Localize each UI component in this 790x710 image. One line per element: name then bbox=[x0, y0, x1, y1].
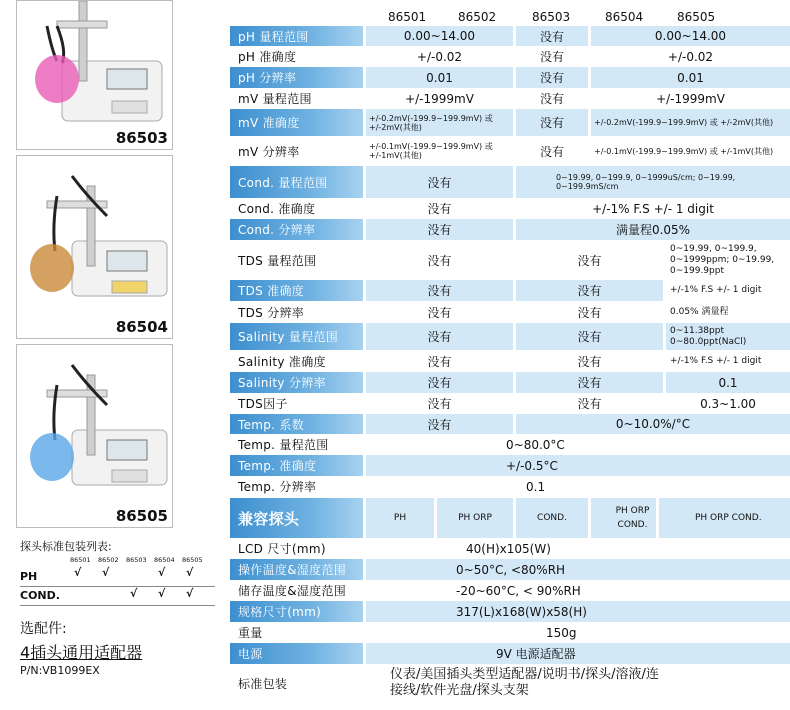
row-label: 操作温度&湿度范围 bbox=[230, 559, 363, 580]
table-row bbox=[230, 498, 790, 538]
table-cell: 0.01 bbox=[591, 67, 790, 88]
table-cell: 没有 bbox=[366, 414, 513, 434]
accessory-title: 选配件: bbox=[20, 621, 67, 637]
table-row bbox=[230, 46, 790, 67]
table-cell: -20~60°C, < 90%RH bbox=[456, 583, 581, 598]
spec-table bbox=[230, 26, 790, 702]
table-cell: 没有 bbox=[516, 67, 588, 88]
check-mark: √ bbox=[186, 566, 194, 579]
table-cell: 没有 bbox=[366, 372, 513, 393]
row-label: Cond. 准确度 bbox=[238, 202, 316, 216]
table-row bbox=[230, 109, 790, 136]
table-cell: 没有 bbox=[366, 323, 513, 350]
table-cell: 没有 bbox=[427, 202, 452, 216]
table-row bbox=[230, 350, 790, 372]
table-cell: PH ORP COND. bbox=[659, 498, 790, 538]
table-cell: 0~11.38ppt 0~80.0ppt(NaCl) bbox=[666, 323, 790, 350]
row-label: 兼容探头 bbox=[230, 498, 363, 538]
table-cell: 没有 bbox=[516, 323, 663, 350]
probe-row bbox=[20, 568, 215, 587]
meter-illustration bbox=[17, 1, 172, 149]
table-row bbox=[230, 198, 790, 219]
table-cell: 0.1 bbox=[526, 479, 546, 494]
row-label: 规格尺寸(mm) bbox=[230, 601, 363, 622]
table-row bbox=[230, 67, 790, 88]
row-label: 储存温度&湿度范围 bbox=[238, 584, 347, 598]
table-cell: 没有 bbox=[577, 397, 602, 411]
probe-header: 86505 bbox=[182, 556, 203, 564]
table-row bbox=[230, 323, 790, 350]
table-row bbox=[230, 455, 790, 476]
table-cell: 0~80.0°C bbox=[506, 437, 565, 452]
table-cell: 仪表/美国插头类型适配器/说明书/探头/溶液/连接线/软件光盘/探头支架 bbox=[390, 667, 659, 698]
table-cell: 没有 bbox=[539, 50, 564, 64]
table-cell: 没有 bbox=[577, 305, 602, 320]
table-cell: 0.1 bbox=[666, 372, 790, 393]
check-mark: √ bbox=[186, 587, 194, 600]
table-cell: +/-0.2mV(-199.9~199.9mV) 或 +/-2mV(其他) bbox=[591, 109, 790, 136]
row-label: TDS 量程范围 bbox=[238, 253, 317, 268]
table-row bbox=[230, 414, 790, 434]
accessory-section bbox=[20, 618, 142, 677]
table-row bbox=[230, 434, 790, 455]
table-row bbox=[230, 166, 790, 198]
table-row bbox=[230, 622, 790, 643]
table-row bbox=[230, 240, 790, 280]
row-label: TDS 分辨率 bbox=[238, 305, 305, 320]
table-cell: 0~19.99, 0~199.9, 0~1999ppm; 0~19.99, 0~199.9ppt bbox=[670, 243, 775, 276]
row-label: Cond. 分辨率 bbox=[230, 219, 363, 240]
table-cell: +/-1999mV bbox=[405, 91, 474, 106]
check-mark: √ bbox=[130, 587, 138, 600]
table-row bbox=[230, 88, 790, 109]
row-label: Salinity 量程范围 bbox=[230, 323, 363, 350]
row-label: Temp. 量程范围 bbox=[238, 438, 329, 452]
probe-header: 86503 bbox=[126, 556, 147, 564]
table-cell: 没有 bbox=[427, 253, 452, 268]
table-cell: 没有 bbox=[539, 92, 564, 106]
table-cell: 0.01 bbox=[366, 67, 513, 88]
row-label: mV 准确度 bbox=[230, 109, 363, 136]
table-cell: 0~10.0%/°C bbox=[516, 414, 790, 434]
table-cell: PH bbox=[366, 498, 434, 538]
table-cell: 0.3~1.00 bbox=[700, 396, 756, 411]
table-row bbox=[230, 664, 790, 702]
table-cell: 0~19.99, 0~199.9, 0~1999uS/cm; 0~19.99, 0~199.9mS/cm bbox=[516, 166, 790, 198]
row-label: pH 准确度 bbox=[238, 50, 297, 64]
model-label: 86505 bbox=[115, 507, 168, 525]
table-cell: 0.05% 满量程 bbox=[670, 306, 729, 317]
model-header: 86504 bbox=[605, 10, 644, 24]
table-cell: 没有 bbox=[516, 280, 663, 301]
table-row bbox=[230, 26, 790, 46]
check-mark: √ bbox=[158, 566, 166, 579]
table-cell: 没有 bbox=[366, 280, 513, 301]
model-label: 86503 bbox=[115, 129, 168, 147]
probe-row bbox=[20, 587, 215, 606]
table-cell: +/-0.02 bbox=[667, 49, 714, 64]
model-label: 86504 bbox=[115, 318, 168, 336]
table-cell: 0.00~14.00 bbox=[366, 26, 513, 46]
row-label: pH 量程范围 bbox=[230, 26, 363, 46]
model-header: 86501 bbox=[388, 10, 427, 24]
table-row bbox=[230, 580, 790, 601]
row-label: LCD 尺寸(mm) bbox=[238, 542, 326, 556]
table-cell: +/-0.5°C bbox=[366, 455, 790, 476]
table-cell: 没有 bbox=[427, 397, 452, 411]
row-label: Cond. 量程范围 bbox=[230, 166, 363, 198]
table-row bbox=[230, 393, 790, 414]
table-cell: 没有 bbox=[577, 354, 602, 369]
table-cell: 没有 bbox=[427, 305, 452, 320]
table-cell: 40(H)x105(W) bbox=[466, 541, 551, 556]
table-cell: 150g bbox=[546, 625, 577, 640]
table-cell: 没有 bbox=[539, 144, 564, 159]
row-label: Salinity 分辨率 bbox=[230, 372, 363, 393]
product-photo-86504 bbox=[16, 155, 173, 339]
table-cell: COND. bbox=[516, 498, 588, 538]
table-cell: +/-0.1mV(-199.9~199.9mV) 或 +/-1mV(其他) bbox=[594, 146, 774, 156]
table-cell: 没有 bbox=[366, 219, 513, 240]
row-label: TDS 准确度 bbox=[230, 280, 363, 301]
table-row bbox=[230, 280, 790, 301]
meter-illustration bbox=[17, 345, 172, 527]
row-label: TDS因子 bbox=[238, 397, 288, 411]
row-label: 标准包装 bbox=[238, 676, 288, 691]
row-label: Temp. 准确度 bbox=[230, 455, 363, 476]
check-mark: √ bbox=[102, 566, 110, 579]
row-label: Temp. 分辨率 bbox=[238, 480, 317, 494]
row-label: pH 分辨率 bbox=[230, 67, 363, 88]
table-row bbox=[230, 601, 790, 622]
table-cell: 没有 bbox=[427, 354, 452, 369]
table-row bbox=[230, 643, 790, 664]
table-row bbox=[230, 538, 790, 559]
table-cell: PH ORP COND. bbox=[591, 498, 656, 538]
check-mark: √ bbox=[74, 566, 82, 579]
product-photo-86503 bbox=[16, 0, 173, 150]
probe-row-label: COND. bbox=[20, 589, 60, 602]
table-row bbox=[230, 372, 790, 393]
table-cell: 317(L)x168(W)x58(H) bbox=[366, 601, 790, 622]
probe-package-table bbox=[20, 538, 215, 606]
probe-header: 86501 bbox=[70, 556, 91, 564]
accessory-part-number: P/N:VB1099EX bbox=[20, 664, 100, 677]
table-row bbox=[230, 301, 790, 323]
table-cell: +/-0.1mV(-199.9~199.9mV) 或 +/-1mV(其他) bbox=[369, 142, 493, 160]
row-label: mV 分辨率 bbox=[238, 144, 300, 159]
product-photo-86505 bbox=[16, 344, 173, 528]
probe-header: 86502 bbox=[98, 556, 119, 564]
row-label: 电源 bbox=[230, 643, 363, 664]
table-cell: 0.00~14.00 bbox=[591, 26, 790, 46]
table-row bbox=[230, 136, 790, 166]
row-label: Temp. 系数 bbox=[230, 414, 363, 434]
table-cell: +/-0.02 bbox=[416, 49, 463, 64]
table-row bbox=[230, 219, 790, 240]
check-mark: √ bbox=[158, 587, 166, 600]
accessory-name: 4插头通用适配器 bbox=[20, 643, 143, 662]
table-cell: PH ORP bbox=[437, 498, 513, 538]
table-cell: +/-1% F.S +/- 1 digit bbox=[670, 285, 762, 295]
table-cell: +/-1% F.S +/- 1 digit bbox=[592, 201, 714, 216]
table-cell: 满量程0.05% bbox=[516, 219, 790, 240]
table-cell: +/-1999mV bbox=[656, 91, 725, 106]
table-cell: 没有 bbox=[516, 26, 588, 46]
table-cell: 没有 bbox=[577, 253, 602, 268]
table-cell: +/-0.2mV(-199.9~199.9mV) 或 +/-2mV(其他) bbox=[366, 109, 513, 136]
model-header: 86505 bbox=[677, 10, 716, 24]
table-cell: 没有 bbox=[366, 166, 513, 198]
table-cell: 0~50°C, <80%RH bbox=[366, 559, 790, 580]
table-cell: +/-1% F.S +/- 1 digit bbox=[670, 355, 762, 366]
table-cell: 没有 bbox=[516, 372, 663, 393]
model-header: 86503 bbox=[532, 10, 571, 24]
probe-table-title: 探头标准包装列表: bbox=[20, 540, 112, 553]
table-row bbox=[230, 476, 790, 497]
model-header-row bbox=[380, 10, 790, 26]
table-cell: 没有 bbox=[516, 109, 588, 136]
probe-header: 86504 bbox=[154, 556, 175, 564]
meter-illustration bbox=[17, 156, 172, 338]
model-header: 86502 bbox=[458, 10, 497, 24]
table-cell: 9V 电源适配器 bbox=[366, 643, 790, 664]
row-label: mV 量程范围 bbox=[238, 92, 312, 106]
row-label: Salinity 准确度 bbox=[238, 354, 326, 369]
table-row bbox=[230, 559, 790, 580]
probe-row-label: PH bbox=[20, 570, 38, 583]
row-label: 重量 bbox=[238, 626, 263, 640]
